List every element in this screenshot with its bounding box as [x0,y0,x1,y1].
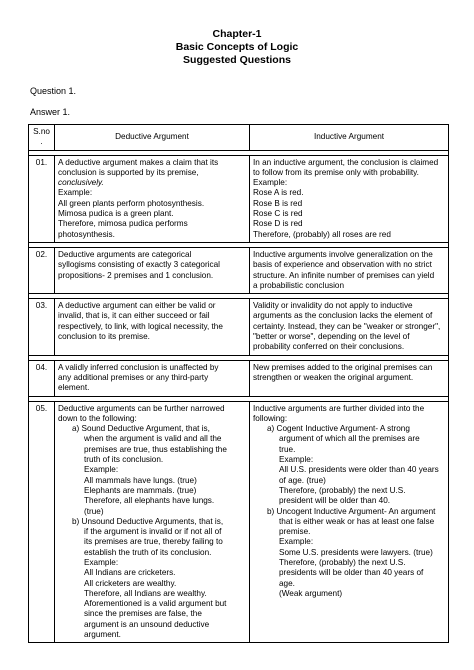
comparison-table [28,124,449,643]
text-line: All green plants perform photosynthesis. [58,198,205,208]
text-line: element. [58,383,90,393]
text-line: if the argument is invalid or if not all of [84,527,222,537]
row-number: 02. [29,247,55,293]
deductive-cell [55,401,250,643]
deductive-cell [55,299,250,355]
header-sno: S.no . [29,125,55,151]
text-line: New premises added to the original premises can [253,362,433,372]
document-title: Basic Concepts of Logic [175,41,299,53]
list-item-b: b) Uncogent Inductive Argument- An argument [267,506,436,516]
text-line: argument of which all the premises are [279,434,420,444]
text-line: syllogisms consisting of exactly 3 categorical [58,260,220,270]
row-number: 03. [29,299,55,355]
text-line: president will be older than 40. [279,496,391,506]
text-line: (true) [84,506,104,516]
text-line: Example: [279,455,314,465]
text-line: premise. [279,527,311,537]
table-row [29,299,449,355]
text-line: photosynthesis. [58,229,115,239]
text-line: truth of its conclusion. [84,455,164,465]
text-line: Example: [58,188,93,198]
inductive-cell [250,247,449,293]
text-line: Inductive arguments are further divided into the [253,403,425,413]
text-line: Therefore, mimosa pudica performs [58,219,188,229]
text-line: Validity or invalidity do not apply to inductive [253,301,413,311]
text-line: All mammals have lungs. (true) [84,475,197,485]
text-line: presidents will be older than 40 years of [279,568,424,578]
text-line: Therefore, (probably) the next U.S. [279,485,406,495]
table-row [29,401,449,643]
answer-label: Answer 1. [30,107,71,117]
text-line: Therefore, (probably) all roses are red [253,229,391,239]
table-row [29,155,449,242]
table-header-row [29,125,449,151]
text-line: In an inductive argument, the conclusion is claimed [253,157,439,167]
text-line: Aforementioned is a valid argument but [84,599,227,609]
text-line: Rose D is red [253,219,303,229]
deductive-cell [55,247,250,293]
list-item-b: b) Unsound Deductive Arguments, that is, [72,516,224,526]
text-line: arguments as the conclusion lacks the element of [253,311,433,321]
text-line: Mimosa pudica is a green plant. [58,209,174,219]
text-line: that is either weak or has at least one false [279,516,435,526]
table-row [29,247,449,293]
text-line: conclusively. [58,178,104,188]
text-line: to follow from its premise only with probability. [253,167,419,177]
text-line: propositions- 2 premises and 1 conclusion. [58,270,214,280]
text-line: structure. An infinite number of premises can yield [253,270,435,280]
row-number: 01. [29,155,55,242]
text-line: All cricketers are wealthy. [84,578,177,588]
text-line: its premises are true, thereby failing to [84,537,223,547]
text-line: A deductive argument can either be valid or [58,301,216,311]
text-line: strengthen or weaken the original argument. [253,372,414,382]
header-deductive: Deductive Argument [55,125,250,151]
text-line: premises are true, thus establishing the [84,444,227,454]
text-line: Inductive arguments involve generalization on the [253,249,433,259]
text-line: "better or worse", depending on the level of [253,332,410,342]
text-line: certainty. Instead, they can be "weaker or stronger", [253,321,441,331]
text-line: Example: [84,465,119,475]
chapter-label: Chapter-1 [212,28,262,40]
text-line: Example: [253,178,288,188]
text-line: true. [279,444,296,454]
text-line: Rose C is red [253,209,303,219]
text-line: Therefore, (probably) the next U.S. [279,557,406,567]
list-item-a: a) Sound Deductive Argument, that is, [72,424,210,434]
text-line: probability conferred on their conclusions. [253,342,405,352]
table-row [29,360,449,396]
text-line: Rose B is red [253,198,303,208]
text-line: Elephants are mammals. (true) [84,485,197,495]
text-line: establish the truth of its conclusion. [84,547,212,557]
text-line: All U.S. presidents were older than 40 years [279,465,439,475]
inductive-cell [250,155,449,242]
inductive-cell [250,401,449,643]
text-line: Deductive arguments are categorical [58,249,192,259]
row-number: 04. [29,360,55,396]
text-line: conclusion is supported by its premise, [58,167,199,177]
text-line: argument. [84,630,121,640]
inductive-cell [250,299,449,355]
text-line: Deductive arguments can be further narrowed [58,403,225,413]
text-line: Some U.S. presidents were lawyers. (true) [279,547,433,557]
text-line: when the argument is valid and all the [84,434,222,444]
text-line: Therefore, all Indians are wealthy. [84,588,207,598]
text-line: invalid, that is, it can either succeed or fail [58,311,210,321]
text-line: conclusion to its premise. [58,332,150,342]
text-line: basis of experience and observation with no strict [253,260,432,270]
text-line: A validly inferred conclusion is unaffected by [58,362,219,372]
text-line: Therefore, all elephants have lungs. [84,496,215,506]
document-subtitle: Suggested Questions [183,54,291,66]
text-line: Rose A is red. [253,188,304,198]
text-line: Example: [279,537,314,547]
question-label: Question 1. [30,86,77,96]
inductive-cell [250,360,449,396]
text-line: Example: [84,557,119,567]
text-line: any additional premises or any third-party [58,372,209,382]
document-header [0,28,474,67]
row-number: 05. [29,401,55,643]
text-line: following: [253,413,288,423]
text-line: A deductive argument makes a claim that its [58,157,219,167]
text-line: since the premises are false, the [84,609,202,619]
deductive-cell [55,360,250,396]
text-line: All Indians are cricketers. [84,568,176,578]
text-line: (Weak argument) [279,588,343,598]
text-line: down to the following: [58,413,137,423]
text-line: a probabilistic conclusion [253,280,345,290]
text-line: respectively, to link, with logical necessity, the [58,321,223,331]
header-inductive: Inductive Argument [250,125,449,151]
list-item-a: a) Cogent Inductive Argument- A strong [267,424,410,434]
deductive-cell [55,155,250,242]
text-line: age. [279,578,295,588]
text-line: of age. (true) [279,475,326,485]
text-line: argument is an unsound deductive [84,619,210,629]
